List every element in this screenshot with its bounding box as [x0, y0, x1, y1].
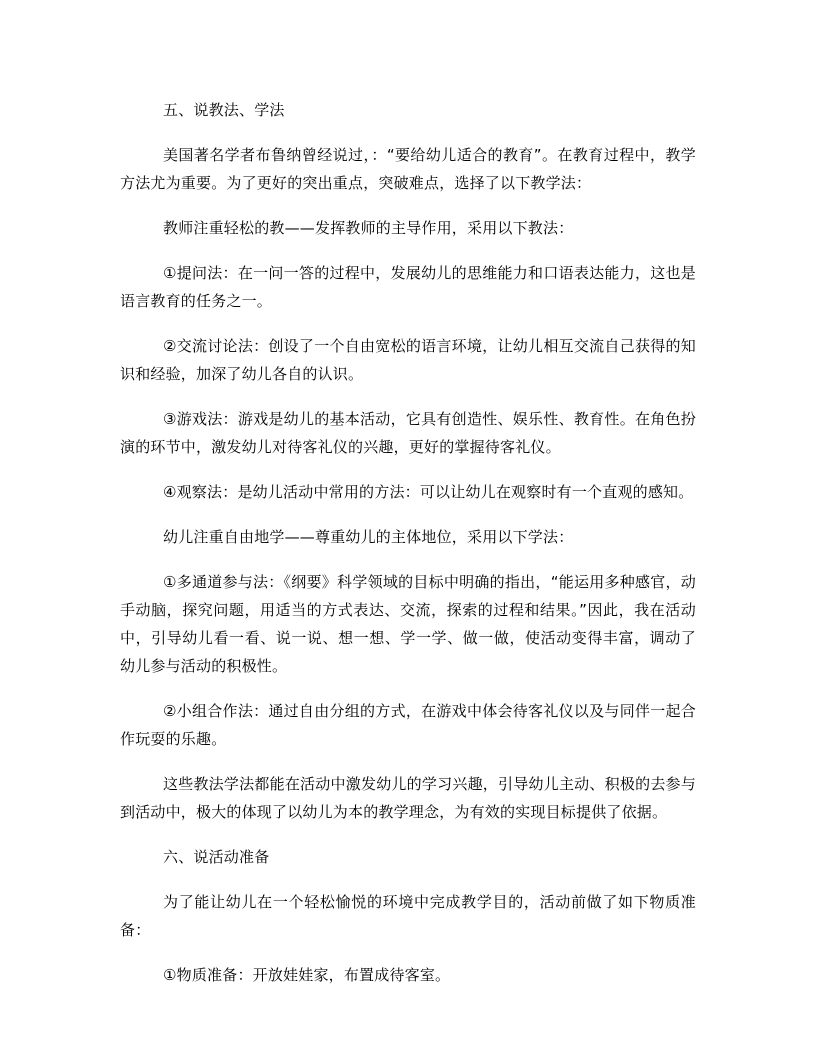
- section-heading-teaching-methods: 五、说教法、学法: [163, 101, 285, 119]
- paragraph-group-cooperation-method: ②小组合作法：通过自由分组的方式，在游戏中体会待客礼仪以及与同伴一起合作玩耍的乐趣。: [120, 702, 696, 748]
- paragraph-observation-method: ④观察法：是幼儿活动中常用的方法：可以让幼儿在观察时有一个直观的感知。: [163, 483, 694, 501]
- paragraph-questioning-method: ①提问法：在一问一答的过程中，发展幼儿的思维能力和口语表达能力，这也是语言教育的任务之一。: [120, 264, 696, 310]
- paragraph-multichannel-method: ①多通道参与法：《纲要》科学领域的目标中明确的指出，“能运用多种感官，动手动脑，探究问题，用适当的方式表达、交流，探索的过程和结果。”因此，我在活动中，引导幼儿看一看、说一说、想一想、学一学、做一做，使活动变得丰富，调动了幼儿参与活动的积极性。: [120, 573, 696, 675]
- paragraph-methods-summary: 这些教法学法都能在活动中激发幼儿的学习兴趣，引导幼儿主动、积极的去参与到活动中，极大的体现了以幼儿为本的教学理念，为有效的实现目标提供了依据。: [120, 775, 696, 821]
- section-heading-activity-preparation: 六、说活动准备: [163, 848, 270, 866]
- paragraph-learning-methods-intro: 幼儿注重自由地学——尊重幼儿的主体地位，采用以下学法：: [163, 528, 574, 546]
- paragraph-teacher-methods-intro: 教师注重轻松的教——发挥教师的主导作用，采用以下教法：: [163, 219, 574, 237]
- paragraph-material-preparation: ①物质准备：开放娃娃家，布置成待客室。: [163, 966, 451, 984]
- paragraph-game-method: ③游戏法：游戏是幼儿的基本活动，它具有创造性、娱乐性、教育性。在角色扮演的环节中，激发幼儿对待客礼仪的兴趣，更好的掌握待客礼仪。: [120, 410, 696, 456]
- paragraph-preparation-intro: 为了能让幼儿在一个轻松愉悦的环境中完成教学目的，活动前做了如下物质准备：: [120, 893, 696, 939]
- paragraph-discussion-method: ②交流讨论法：创设了一个自由宽松的语言环境，让幼儿相互交流自己获得的知识和经验，加深了幼儿各自的认识。: [120, 337, 696, 383]
- paragraph-bruner-quote: 美国著名学者布鲁纳曾经说过，：“要给幼儿适合的教育”。在教育过程中，教学方法尤为重要。为了更好的突出重点，突破难点，选择了以下教学法：: [120, 146, 696, 192]
